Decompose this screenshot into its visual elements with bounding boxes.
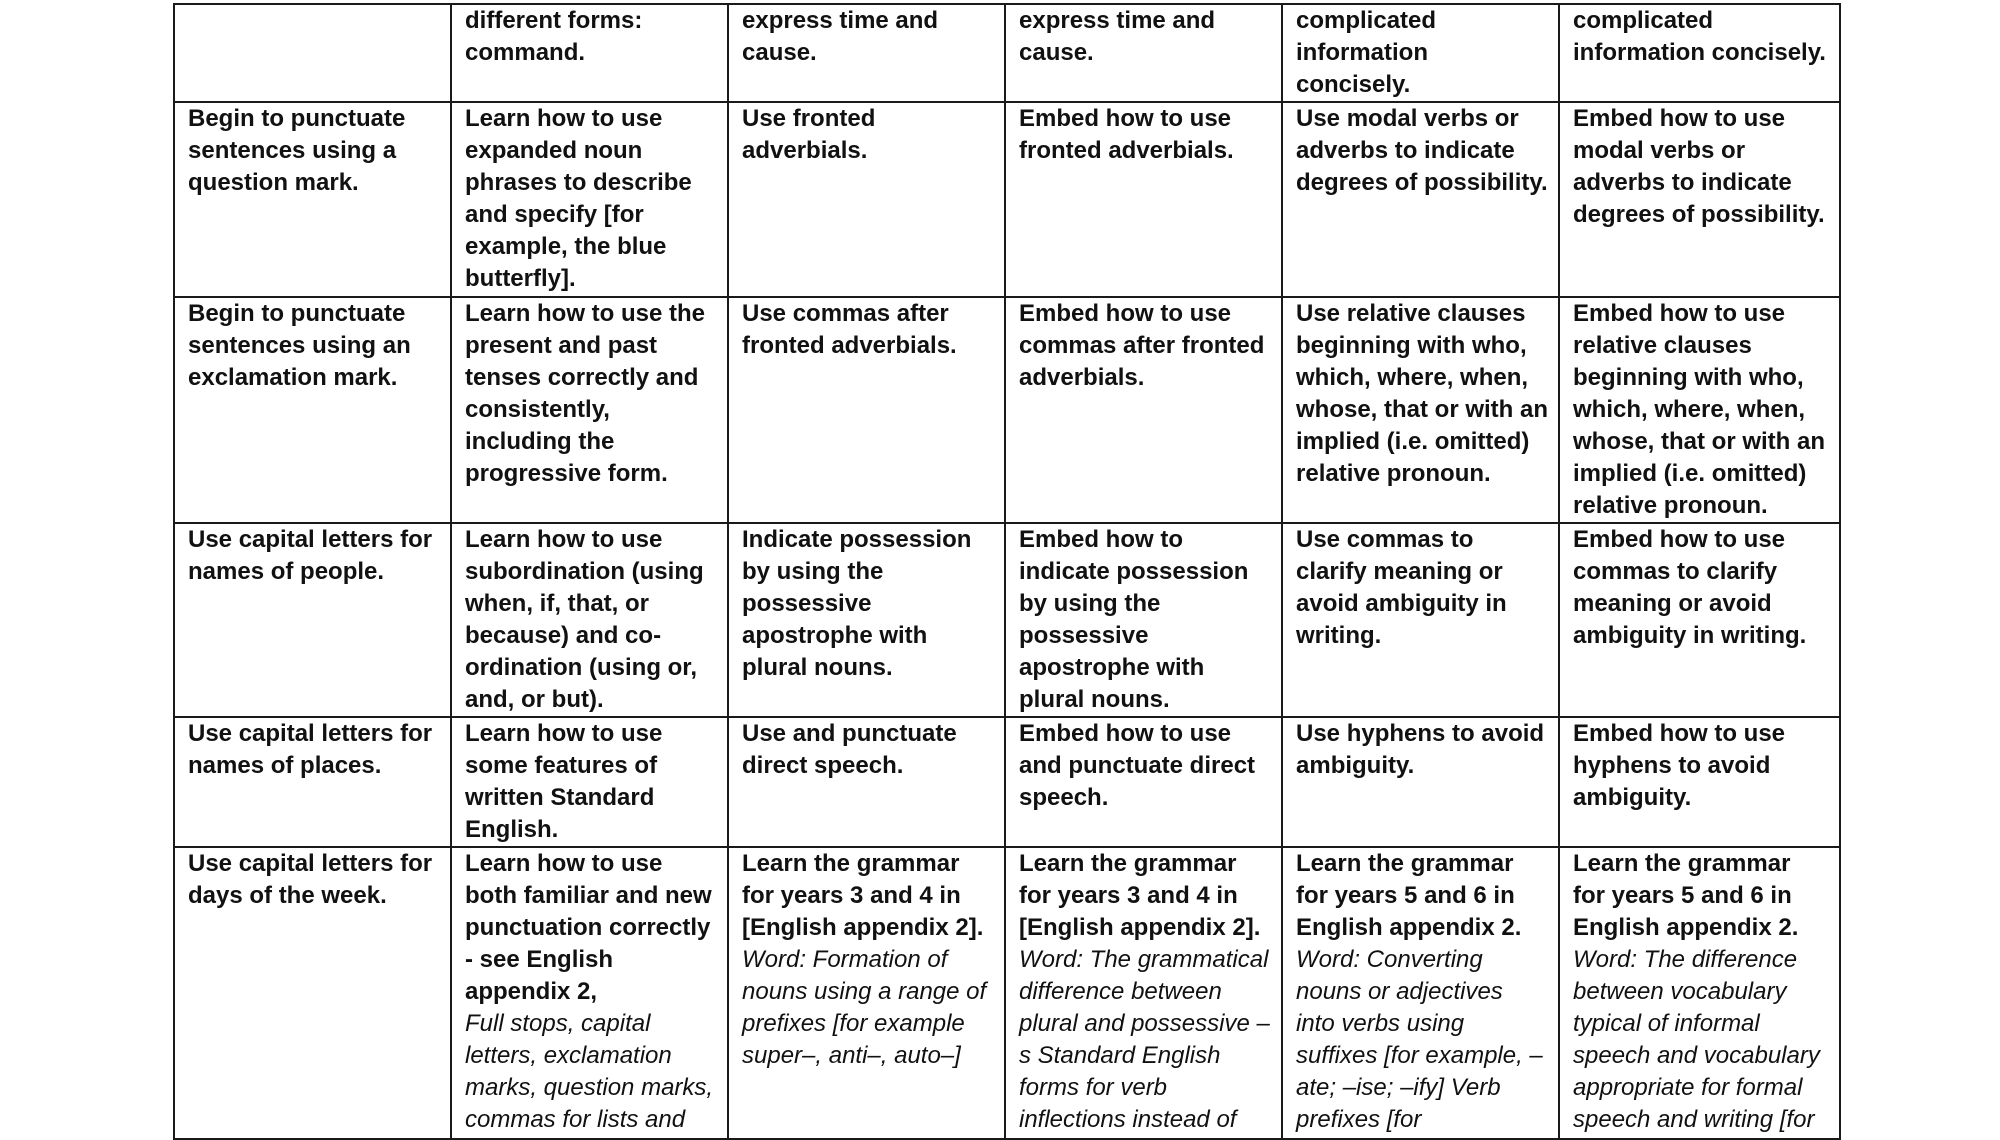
table-cell: Use hyphens to avoid ambiguity. [1282, 717, 1559, 847]
grammar-curriculum-table [173, 3, 1841, 1140]
table-cell: complicated information concisely. [1559, 4, 1840, 102]
table-cell: Embed how to use commas after fronted adverbials. [1005, 297, 1282, 523]
table-cell: Begin to punctuate sentences using a question mark. [174, 102, 451, 297]
table-cell: Learn how to use some features of written Standard English. [451, 717, 728, 847]
table-row [174, 717, 1840, 847]
table-cell: Learn how to use the present and past tenses correctly and consistently, including the progressive form. [451, 297, 728, 523]
table-cell: Indicate possession by using the possessive apostrophe with plural nouns. [728, 523, 1005, 717]
table-cell: Use commas after fronted adverbials. [728, 297, 1005, 523]
table-cell: Embed how to use commas to clarify meaning or avoid ambiguity in writing. [1559, 523, 1840, 717]
table-cell: Use capital letters for days of the week. [174, 847, 451, 1139]
table-row [174, 847, 1840, 1139]
table-cell: Use relative clauses beginning with who, which, where, when, whose, that or with an implied (i.e. omitted) relative pronoun. [1282, 297, 1559, 523]
table-cell: Embed how to indicate possession by using the possessive apostrophe with plural nouns. [1005, 523, 1282, 717]
table-row [174, 297, 1840, 523]
table-cell: Use commas to clarify meaning or avoid ambiguity in writing. [1282, 523, 1559, 717]
table-cell: Learn how to use both familiar and new punctuation correctly - see English appendix 2, Full stops, capital letters, exclamation marks, question marks, commas for lists and [451, 847, 728, 1139]
table-cell: Learn the grammar for years 3 and 4 in [English appendix 2]. Word: The grammatical difference between plural and possessive –s Standard English forms for verb inflections instead of [1005, 847, 1282, 1139]
table-cell [174, 4, 451, 102]
table-cell: Embed how to use modal verbs or adverbs to indicate degrees of possibility. [1559, 102, 1840, 297]
table-cell: Embed how to use fronted adverbials. [1005, 102, 1282, 297]
table-cell: different forms: command. [451, 4, 728, 102]
table-cell: complicated information concisely. [1282, 4, 1559, 102]
table-cell: Use and punctuate direct speech. [728, 717, 1005, 847]
table-cell: Learn the grammar for years 3 and 4 in [English appendix 2]. Word: Formation of nouns using a range of prefixes [for example super–, anti–, auto–] [728, 847, 1005, 1139]
table-cell: Use capital letters for names of places. [174, 717, 451, 847]
table-cell: Use fronted adverbials. [728, 102, 1005, 297]
table-cell: Embed how to use and punctuate direct speech. [1005, 717, 1282, 847]
table-row [174, 4, 1840, 102]
table-cell: Begin to punctuate sentences using an exclamation mark. [174, 297, 451, 523]
table-cell: Learn the grammar for years 5 and 6 in English appendix 2. Word: The difference between vocabulary typical of informal speech and vocabulary appropriate for formal speech and writing [for [1559, 847, 1840, 1139]
table-cell: Learn how to use expanded noun phrases to describe and specify [for example, the blue butterfly]. [451, 102, 728, 297]
table-cell: Embed how to use relative clauses beginning with who, which, where, when, whose, that or with an implied (i.e. omitted) relative pronoun. [1559, 297, 1840, 523]
table-cell: express time and cause. [728, 4, 1005, 102]
table-cell: express time and cause. [1005, 4, 1282, 102]
table-cell: Learn how to use subordination (using when, if, that, or because) and co-ordination (using or, and, or but). [451, 523, 728, 717]
table-cell: Learn the grammar for years 5 and 6 in English appendix 2. Word: Converting nouns or adjectives into verbs using suffixes [for example, –ate; –ise; –ify] Verb prefixes [for [1282, 847, 1559, 1139]
table-cell: Embed how to use hyphens to avoid ambiguity. [1559, 717, 1840, 847]
table-cell: Use modal verbs or adverbs to indicate degrees of possibility. [1282, 102, 1559, 297]
table-row [174, 523, 1840, 717]
table-row [174, 102, 1840, 297]
table-cell: Use capital letters for names of people. [174, 523, 451, 717]
